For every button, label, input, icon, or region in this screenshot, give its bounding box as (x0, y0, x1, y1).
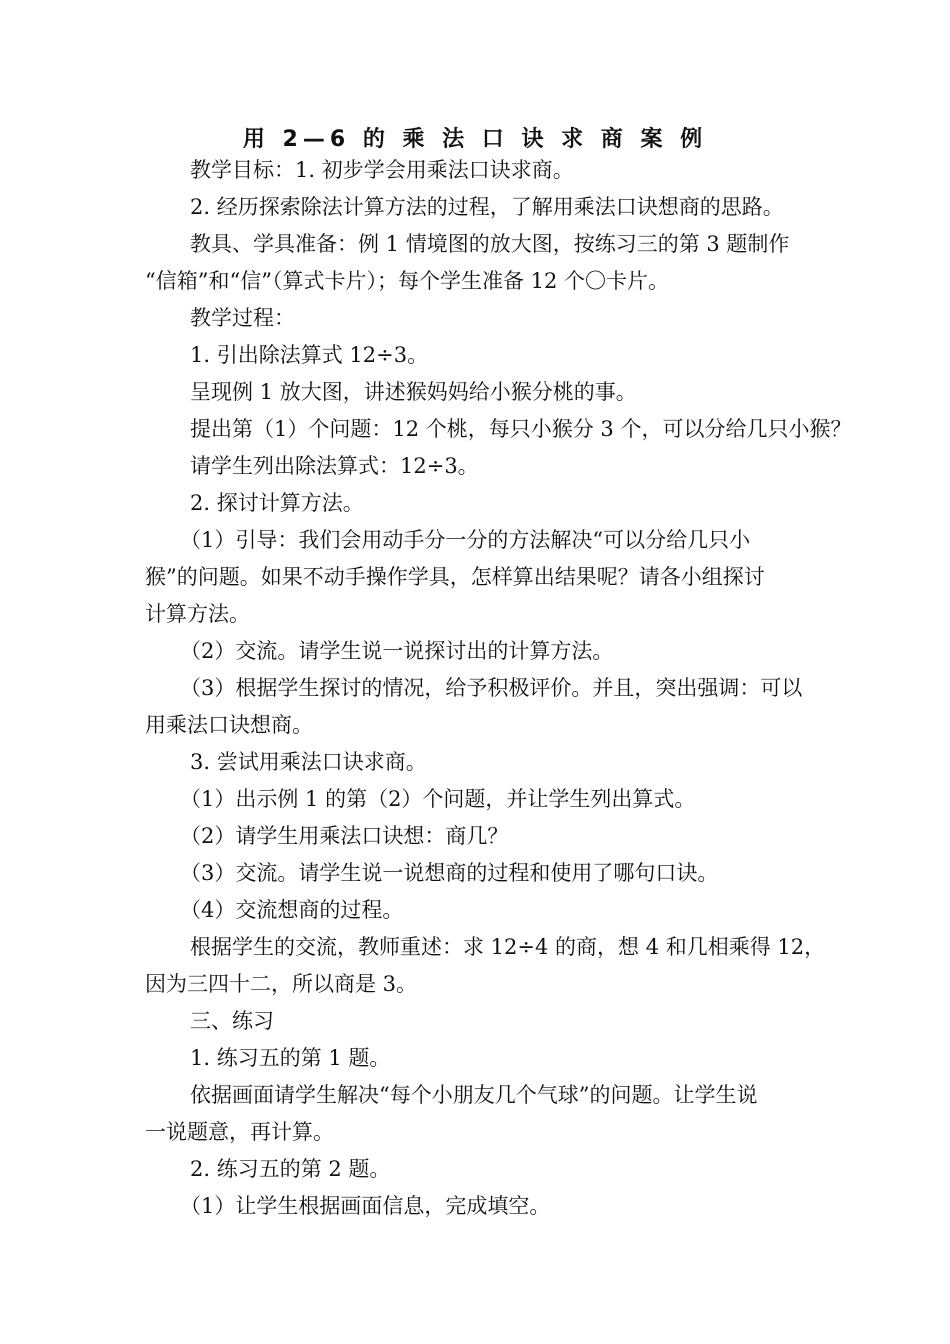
text-line: 2. 经历探索除法计算方法的过程，了解用乘法口诀想商的思路。 (190, 195, 784, 219)
text-line: 2. 练习五的第 2 题。 (190, 1157, 391, 1181)
text-line: （3）交流。请学生说一说想商的过程和使用了哪句口诀。 (180, 861, 719, 885)
text-line: （2）交流。请学生说一说探讨出的计算方法。 (180, 639, 614, 663)
text-line: 根据学生的交流，教师重述：求 12÷4 的商，想 4 和几相乘得 12， (190, 935, 826, 959)
text-line: 呈现例 1 放大图，讲述猴妈妈给小猴分桃的事。 (190, 380, 637, 404)
document-title: 用 2—6 的 乘 法 口 诀 求 商 案 例 (242, 127, 708, 152)
text-line: 2. 探讨计算方法。 (190, 491, 364, 515)
text-line: （3）根据学生探讨的情况，给予积极评价。并且，突出强调：可以 (180, 676, 803, 700)
text-line: 1. 引出除法算式 12÷3。 (190, 343, 429, 367)
text-line: （4）交流想商的过程。 (180, 898, 404, 922)
text-line: （1）让学生根据画面信息，完成填空。 (180, 1194, 551, 1218)
text-line: 教学过程： (190, 306, 295, 330)
text-line: 教具、学具准备：例 1 情境图的放大图，按练习三的第 3 题制作 (190, 232, 790, 256)
text-line: （1）出示例 1 的第（2）个问题，并让学生列出算式。 (180, 787, 696, 811)
text-line: 一说题意，再计算。 (145, 1120, 334, 1144)
text-line: “信箱”和“信”（算式卡片）；每个学生准备 12 个〇卡片。 (145, 269, 670, 293)
text-line: 依据画面请学生解决“每个小朋友几个气球”的问题。让学生说 (190, 1083, 758, 1107)
text-line: 三、练习 (190, 1009, 274, 1033)
text-line: 请学生列出除法算式：12÷3。 (190, 454, 479, 478)
text-line: 教学目标：1. 初步学会用乘法口诀求商。 (190, 158, 574, 182)
text-line: （1）引导：我们会用动手分一分的方法解决“可以分给几只小 (180, 528, 751, 552)
text-line: 用乘法口诀想商。 (145, 713, 313, 737)
text-line: 猴”的问题。如果不动手操作学具，怎样算出结果呢？请各小组探讨 (145, 565, 765, 589)
text-line: 1. 练习五的第 1 题。 (190, 1046, 391, 1070)
text-line: 3. 尝试用乘法口诀求商。 (190, 750, 427, 774)
text-line: （2）请学生用乘法口诀想：商几？ (180, 824, 509, 848)
text-line: 因为三四十二，所以商是 3。 (145, 972, 418, 996)
text-line: 计算方法。 (145, 602, 250, 626)
text-line: 提出第（1）个问题：12 个桃，每只小猴分 3 个，可以分给几只小猴？ (190, 417, 852, 441)
